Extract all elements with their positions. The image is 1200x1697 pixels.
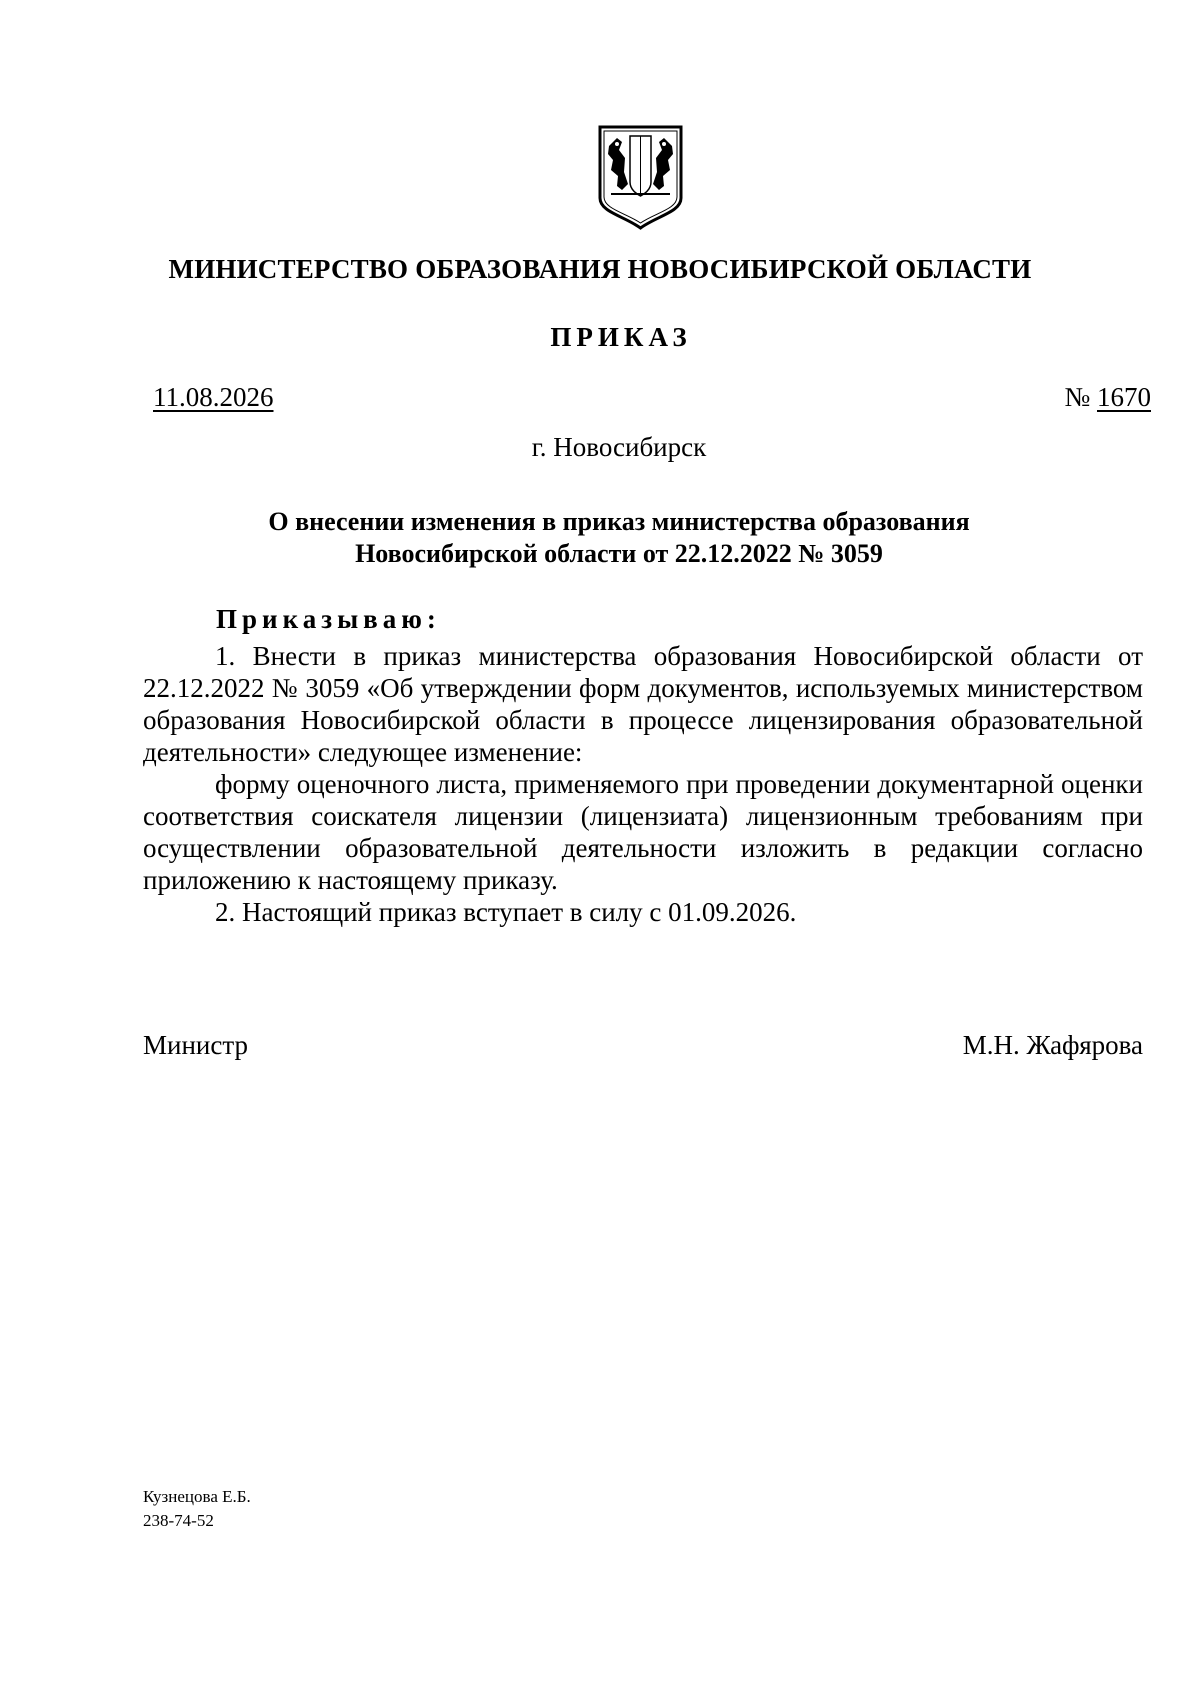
body-paragraph-3: 2. Настоящий приказ вступает в силу с 01.09.2026. bbox=[215, 897, 797, 927]
order-date: 11.08.2026 bbox=[153, 382, 274, 412]
subject-line-2: Новосибирской области от 22.12.2022 № 3059 bbox=[355, 539, 883, 568]
signatory-role: Министр bbox=[143, 1030, 248, 1060]
body-paragraph-2: форму оценочного листа, применяемого при проведении документарной оценки соответствия соискателя лицензии (лицензиата) лицензионным требованиям при осуществлении образовательной деятельности изложить в редакции согласно приложению к настоящему приказу. bbox=[143, 769, 1143, 895]
order-directive-word: Приказываю: bbox=[216, 604, 441, 634]
city-line: г. Новосибирск bbox=[531, 432, 707, 462]
document-type-heading: ПРИКАЗ bbox=[550, 322, 692, 352]
subject-line-1: О внесении изменения в приказ министерства образования bbox=[268, 507, 970, 536]
order-subject bbox=[0, 506, 1200, 570]
executor-name: Кузнецова Е.Б. bbox=[143, 1487, 251, 1506]
ministry-title: МИНИСТЕРСТВО ОБРАЗОВАНИЯ НОВОСИБИРСКОЙ ОБЛАСТИ bbox=[168, 254, 1032, 284]
executor-phone: 238-74-52 bbox=[143, 1511, 214, 1530]
order-body bbox=[143, 640, 1143, 928]
number-value: 1670 bbox=[1097, 382, 1151, 412]
executor-block bbox=[143, 1485, 251, 1533]
coat-of-arms-icon bbox=[597, 124, 684, 231]
order-number bbox=[1064, 382, 1151, 413]
number-sign: № bbox=[1064, 382, 1091, 412]
signatory-name: М.Н. Жафярова bbox=[962, 1030, 1143, 1060]
body-paragraph-1: 1. Внести в приказ министерства образования Новосибирской области от 22.12.2022 № 3059 «Об утверждении форм документов, используемых министерством образования Новосибирской области в процессе лицензирования образовательной деятельности» следующее изменение: bbox=[143, 641, 1143, 767]
